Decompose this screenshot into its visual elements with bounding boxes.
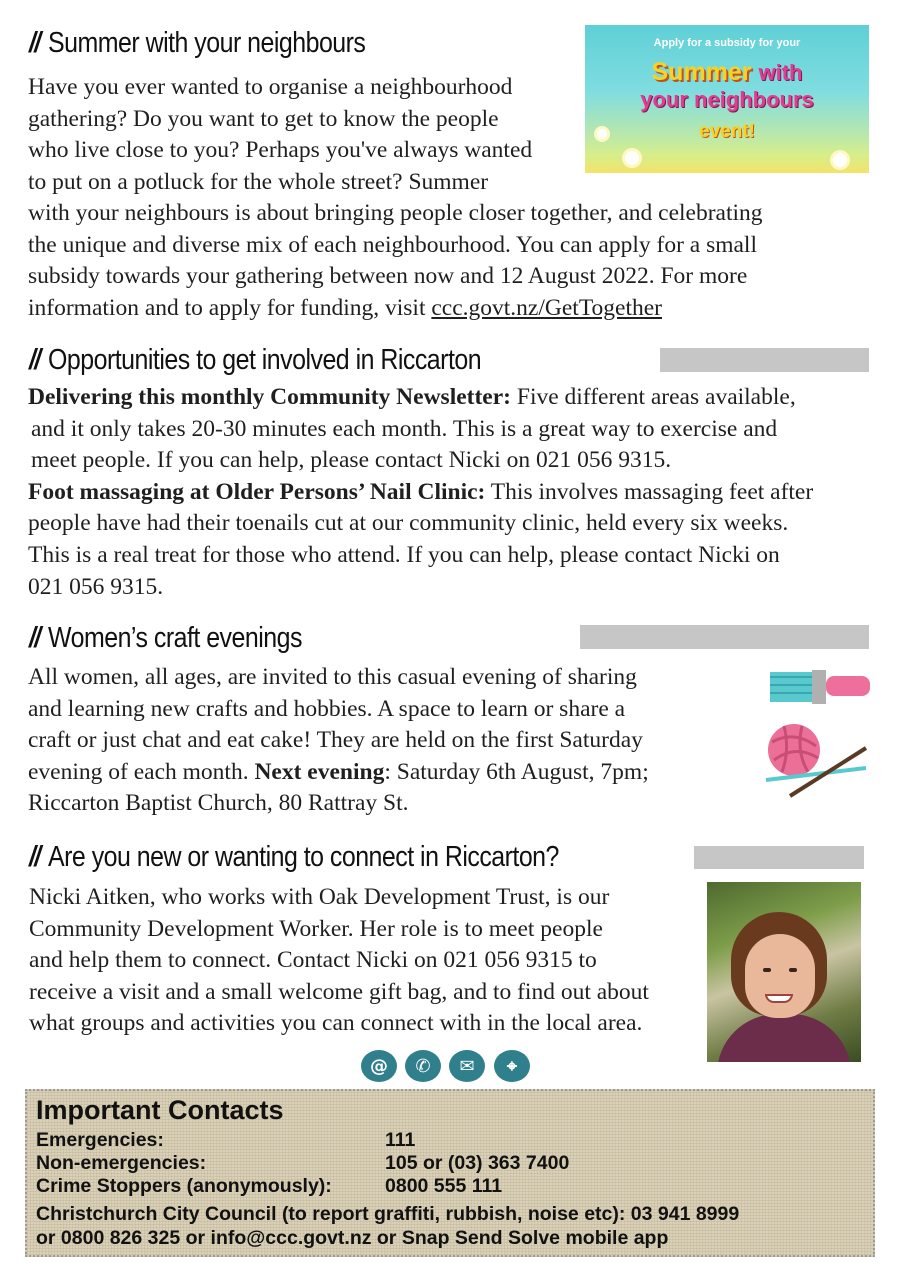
- banner-line-1: Apply for a subsidy for your: [653, 37, 801, 49]
- contact-label-emergencies: Emergencies:: [36, 1129, 164, 1151]
- connect-heading: [29, 841, 559, 874]
- opportunity-line: 021 056 9315.: [28, 573, 164, 600]
- craft-line-prefix: evening of each month.: [28, 758, 255, 785]
- double-slash-icon: //: [29, 622, 40, 654]
- craft-heading: [29, 622, 302, 655]
- connect-paragraph: [29, 882, 704, 1040]
- craft-line: and learning new crafts and hobbies. A space to learn or share a: [28, 695, 626, 722]
- connect-line: receive a visit and a small welcome gift bag, and to find out about: [29, 978, 649, 1005]
- photo-eye: [763, 968, 771, 972]
- opportunity-line: people have had their toenails cut at our community clinic, held every six weeks.: [28, 510, 789, 537]
- important-contacts-title: Important Contacts: [36, 1095, 284, 1125]
- summer-line: Have you ever wanted to organise a neighbourhood: [28, 74, 513, 100]
- contact-label-crime-stoppers: Crime Stoppers (anonymously):: [36, 1175, 332, 1197]
- summer-line: subsidy towards your gathering between now and 12 August 2022. For more: [28, 263, 748, 290]
- council-contact-line-2: or 0800 826 325 or info@ccc.govt.nz or Snap Send Solve mobile app: [36, 1227, 669, 1249]
- banner-line-4: event!: [699, 121, 755, 142]
- daisy-decoration: [625, 151, 639, 165]
- nicki-aitken-photo: [707, 882, 861, 1062]
- contact-label-non-emergencies: Non-emergencies:: [36, 1152, 207, 1174]
- yarn-ball-icon: [768, 724, 820, 776]
- craft-line-next-evening: [28, 757, 758, 789]
- photo-eye: [789, 968, 797, 972]
- banner-line-2: [585, 59, 869, 86]
- connect-line: what groups and activities you can connect with in the local area.: [29, 1010, 643, 1037]
- important-contacts-box: [25, 1089, 875, 1257]
- summer-line: with your neighbours is about bringing people closer together, and celebrating: [28, 200, 763, 226]
- opportunity-line: meet people. If you can help, please contact Nicki on 021 056 9315.: [31, 447, 672, 474]
- summer-paragraph: [28, 72, 588, 198]
- opportunities-paragraph: [28, 382, 873, 603]
- double-slash-icon: //: [29, 344, 40, 376]
- heading-divider-bar: [580, 625, 869, 649]
- double-slash-icon: //: [29, 841, 40, 873]
- foot-massage-text: This involves massaging feet after: [485, 478, 814, 505]
- craft-supplies-illustration: [762, 664, 870, 800]
- contact-value-non-emergencies: 105 or (03) 363 7400: [385, 1152, 570, 1174]
- email-at-icon[interactable]: @: [361, 1050, 397, 1082]
- craft-line: All women, all ages, are invited to this casual evening of sharing: [28, 664, 637, 690]
- opportunity-item-foot-massage: [28, 477, 873, 509]
- banner-summer-word: Summer: [651, 58, 752, 86]
- craft-line: craft or just chat and eat cake! They are held on the first Saturday: [28, 727, 643, 754]
- summer-event-banner-image: [585, 25, 869, 173]
- summer-line: gathering? Do you want to get to know the people: [28, 105, 499, 132]
- opportunities-heading-text: Opportunities to get involved in Riccarton: [48, 344, 482, 376]
- phone-icon[interactable]: ✆: [405, 1050, 441, 1082]
- summer-line: who live close to you? Perhaps you've always wanted: [28, 137, 533, 164]
- opportunity-item-newsletter: [28, 382, 873, 414]
- craft-line: Riccarton Baptist Church, 80 Rattray St.: [28, 790, 409, 817]
- craft-heading-text: Women’s craft evenings: [48, 622, 302, 654]
- photo-face: [745, 934, 815, 1018]
- newsletter-label: Delivering this monthly Community Newsletter:: [28, 384, 511, 410]
- contact-value-crime-stoppers: 0800 555 111: [385, 1175, 503, 1197]
- foot-massage-label: Foot massaging at Older Persons’ Nail Clinic:: [28, 478, 486, 505]
- summer-line-last: [28, 293, 873, 325]
- opportunity-line: and it only takes 20-30 minutes each month. This is a great way to exercise and: [31, 415, 778, 442]
- opportunities-heading: [29, 344, 481, 377]
- double-slash-icon: //: [29, 27, 40, 59]
- heading-divider-bar: [660, 348, 869, 372]
- location-pin-icon[interactable]: ⌖: [494, 1050, 530, 1082]
- summer-line: to put on a potluck for the whole street? Summer: [28, 168, 489, 195]
- paintbrush-icon: [770, 670, 870, 704]
- council-contact-line-1: Christchurch City Council (to report graffiti, rubbish, noise etc): 03 941 8999: [36, 1203, 740, 1225]
- envelope-icon[interactable]: ✉: [449, 1050, 485, 1082]
- summer-heading: [29, 27, 365, 60]
- connect-heading-text: Are you new or wanting to connect in Riccarton?: [48, 841, 559, 873]
- summer-link-prefix: information and to apply for funding, visit: [28, 294, 432, 321]
- photo-shoulders: [717, 1014, 851, 1062]
- connect-line: and help them to connect. Contact Nicki on 021 056 9315 to: [29, 947, 597, 974]
- summer-line: the unique and diverse mix of each neighbourhood. You can apply for a small: [28, 231, 757, 258]
- craft-paragraph: [28, 662, 758, 820]
- newsletter-text: Five different areas available,: [511, 384, 796, 410]
- banner-with-word: with: [758, 60, 803, 85]
- connect-line: Community Development Worker. Her role is to meet people: [29, 915, 603, 942]
- daisy-decoration: [597, 129, 607, 139]
- banner-neighbours-word: your neighbours: [640, 87, 814, 112]
- daisy-decoration: [833, 153, 847, 167]
- next-evening-label: Next evening: [254, 758, 385, 785]
- heading-divider-bar: [694, 846, 864, 869]
- connect-line: Nicki Aitken, who works with Oak Development Trust, is our: [29, 884, 610, 910]
- get-together-link[interactable]: ccc.govt.nz/GetTogether: [431, 294, 662, 321]
- contact-value-emergencies: 111: [385, 1129, 416, 1151]
- summer-paragraph-wide: [28, 198, 873, 324]
- summer-heading-text: Summer with your neighbours: [48, 27, 366, 59]
- banner-line-3: [585, 86, 869, 113]
- next-evening-detail: : Saturday 6th August, 7pm;: [384, 758, 649, 785]
- opportunity-line: This is a real treat for those who attend. If you can help, please contact Nicki on: [28, 541, 780, 568]
